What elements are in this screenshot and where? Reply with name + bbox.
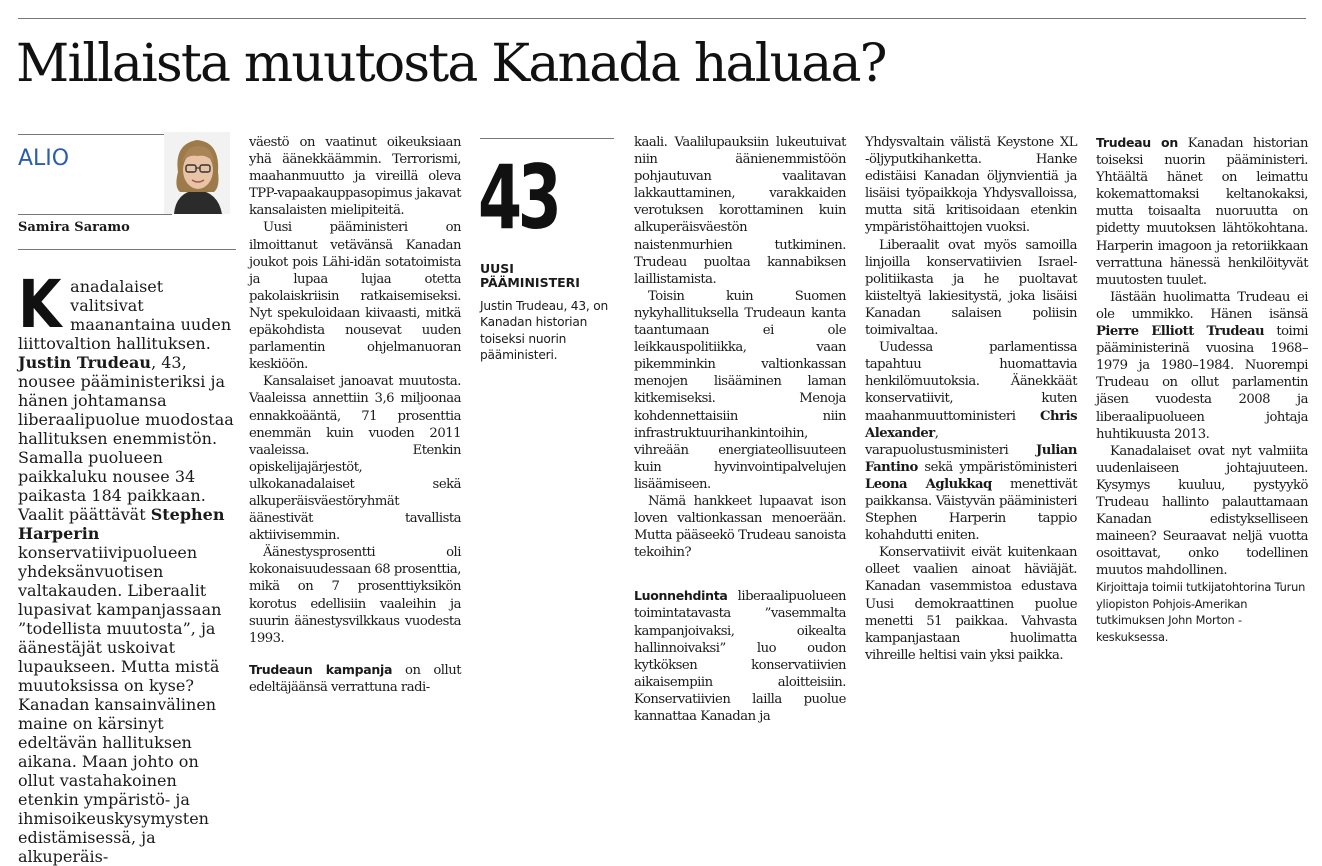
paragraph: kaali. Vaalilupauksiin lukeutuivat niin äänienemmistöön pohjautuvan vaalitavan lakkauttaminen, varakkaiden verotuksen korottaminen kuin alkuperäisväestön naistenmurhien tutkiminen. Trudeau puoltaa kannabiksen laillistamista. — [634, 135, 846, 287]
text: , varapuolustusministeri — [865, 425, 1037, 458]
text: Kanadan historian toiseksi nuorin pääministeri. Yhtäältä hänet on leimattu kokemattomaksi keltanokaksi, mutta toisaalta nuoruutta on pidetty muutoksen lähtökohtana. Harperin imagoon ja retoriikkaan verrattuna hänessä henkilöityvät muutosten tuulet. — [1096, 136, 1308, 288]
headline: Millaista muutosta Kanada haluaa? — [16, 34, 886, 94]
factbox-number: 43 — [478, 146, 558, 249]
paragraph — [249, 661, 461, 696]
text: Uudessa parlamentissa tapahtuu huomattavia henkilömuutoksia. Äänekkäät konservatiivit, kuten maahanmuuttoministeri — [865, 340, 1077, 424]
section-label: ALIO — [18, 146, 70, 171]
subhead-lead: Luonnehdinta — [634, 588, 728, 604]
paragraph — [634, 587, 846, 725]
byline-rule — [18, 214, 172, 215]
column-5 — [865, 134, 1077, 664]
paragraph: Kanadalaiset ovat nyt valmiita uudenlaiseen johtajuuteen. Kysymys kuuluu, pystyykö Trudeau hallinto palauttamaan Kanadan edistykselliseen maineen? Seuraavat neljä vuotta osoittavat, onko todellinen muutos mahdollinen. — [1096, 443, 1308, 579]
paragraph: Toisin kuin Suomen nykyhallituksella Trudeaun kanta taantumaan ei ole leikkauspolitiikka, vaan pikemminkin valtionkassan menojen lisääminen laman kitkemiseksi. Menoja kohdennettaisiin niin infrastruktuurihankintoihin, vihreään energiateollisuuteen kuin hyvinvointipalvelujen lisäämiseen. — [634, 288, 846, 492]
paragraph: Uusi pääministeri on ilmoittanut vetävänsä Kanadan joukot pois Lähi-idän sotatoimista ja lupaa lujaa otetta pakolaiskriisin ratkaisemiseksi. Nyt spekuloidaan kiivaasti, mitkä epäkohdista nousevat uuden parlamentin ohjelmanuoran keskiöön. — [249, 220, 461, 373]
factbox-label: UUSI PÄÄMINISTERI — [480, 261, 580, 290]
dropcap: K — [18, 266, 60, 343]
paragraph — [1096, 289, 1308, 443]
text: , 43, nousee pääministeriksi ja hänen johtamansa liberaalipuolue muodostaa hallituksen enemmistön. Samalla puolueen paikkaluku nousee 34 paikasta 184 paikkaan. — [18, 353, 234, 505]
byline-bottom-rule — [18, 249, 236, 250]
person-name: Chris Alexander — [865, 408, 1077, 441]
text: Vaalit päättävät — [18, 505, 151, 524]
text: anadalaiset valitsivat maanantaina uuden liittovaltion hallituksen. — [18, 277, 232, 353]
paragraph: Kanadan kansainvälinen maine on kärsinyt edeltävän hallituksen aikana. Maan johto on ollut vastahakoinen etenkin ympäristö- ja ihmisoikeuskysymysten edistämisessä, ja alkuperäis- — [18, 695, 217, 866]
text: Iästään huolimatta Trudeau ei ole ummikko. Hänen isänsä — [1096, 289, 1308, 322]
paragraph — [18, 505, 236, 695]
paragraph — [865, 339, 1077, 544]
paragraph: Kansalaiset janoavat muutosta. Vaaleissa annettiin 3,6 miljoonaa ennakkoääntä, 71 prosenttia enemmän kuin vuoden 2011 vaaleissa. Etenkin opiskelijajärjestöt, ulkokanadalaiset sekä alkuperäisväestöryhmät äänestivät tavallista aktiivisemmin. — [249, 374, 461, 544]
column-2 — [249, 134, 461, 696]
person-name: Julian Fantino — [865, 442, 1077, 475]
column-1 — [18, 266, 236, 866]
text: on ollut edeltäjäänsä verrattuna radi- — [249, 662, 461, 695]
text: sekä ympäristöministeri — [917, 459, 1077, 475]
factbox-text: Justin Trudeau, 43, on Kanadan historian toiseksi nuorin pääministeri. — [480, 299, 609, 362]
paragraph: väestö on vaatinut oikeuksiaan yhä äänekkäämmin. Terrorismi, maahanmuutto ja vireillä oleva TPP-vapaakauppasopimus jakavat kansalaisten mielipiteitä. — [249, 135, 461, 219]
column-6 — [1096, 134, 1308, 645]
text: menettivät paikkansa. Väistyvän pääministeri Stephen Harperin tappio kohahdutti eniten. — [865, 476, 1078, 544]
top-rule — [18, 18, 1306, 19]
paragraph: Konservatiivit eivät kuitenkaan olleet vaalien ainoat häviäjät. Kanadan vasemmistoa edustava Uusi demokraattinen puolue menetti 51 paikkaa. Vahvasta kampanjastaan huolimatta vihreille heltisi vain yksi paikka. — [865, 545, 1077, 663]
section-rule — [18, 134, 172, 135]
paragraph: Liberaalit ovat myös samoilla linjoilla konservatiivien Israel-politiikasta ja he puoltavat kiisteltyä lakiesitystä, joka lisäisi Kanadan salaisen poliisin toimivaltaa. — [865, 237, 1077, 339]
paragraph — [1096, 134, 1308, 289]
author-photo — [164, 132, 230, 214]
author-footnote: Kirjoittaja toimii tutkijatohtorina Turun yliopiston Pohjois-Amerikan tutkimuksen John Morton -keskuksessa. — [1096, 580, 1306, 644]
factbox-rule — [480, 138, 614, 139]
text: konservatiivipuolueen yhdeksänvuotisen valtakauden. Liberaalit lupasivat kampanjassaan ”todellista muutosta”, ja äänestäjät uskoivat lupaukseen. Mutta mistä muutoksissa on kyse? — [18, 543, 222, 695]
paragraph: Nämä hankkeet lupaavat ison loven valtionkassan menoerään. Mutta pääseekö Trudeau sanoista tekoihin? — [634, 493, 846, 561]
subhead-lead: Trudeau on — [1096, 135, 1178, 150]
person-name: Pierre Elliott Trudeau — [1096, 324, 1265, 340]
subhead-lead: Trudeaun kampanja — [249, 661, 393, 677]
text: toimi pääministerinä vuosina 1968–1979 ja 1980–1984. Nuorempi Trudeau on ollut parlamentin jäsen vuodesta 2008 ja liberaalipuolueen johtaja huhtikuusta 2013. — [1096, 324, 1308, 442]
byline: Samira Saramo — [18, 220, 130, 235]
person-name: Stephen Harperin — [18, 505, 225, 543]
paragraph: Yhdysvaltain välistä Keystone XL -öljyputkihanketta. Hanke edistäisi Kanadan öljynvientiä ja lisäisi työpaikkoja Yhdysvalloissa, mutta sitä kritisoidaan etenkin ympäristöhaittojen vuoksi. — [865, 135, 1077, 236]
person-name: Leona Aglukkaq — [865, 476, 992, 492]
paragraph: Äänestysprosentti oli kokonaisuudessaan 68 prosenttia, mikä on 7 prosenttiyksikön korotus edellisiin vaaleihin ja suurin äänestysvilkkaus vuodesta 1993. — [249, 545, 461, 646]
text: liberaalipuolueen toimintatavasta ”vasemmalta kampanjoivaksi, oikealta hallinnoivaksi” luo oudon kytköksen konservatiivien aikaisempiin aloitteisiin. Konservatiivien lailla puolue kannattaa Kanadan ja — [634, 589, 846, 724]
paragraph — [18, 266, 236, 505]
person-name: Justin Trudeau — [18, 353, 152, 372]
column-4 — [634, 134, 846, 725]
